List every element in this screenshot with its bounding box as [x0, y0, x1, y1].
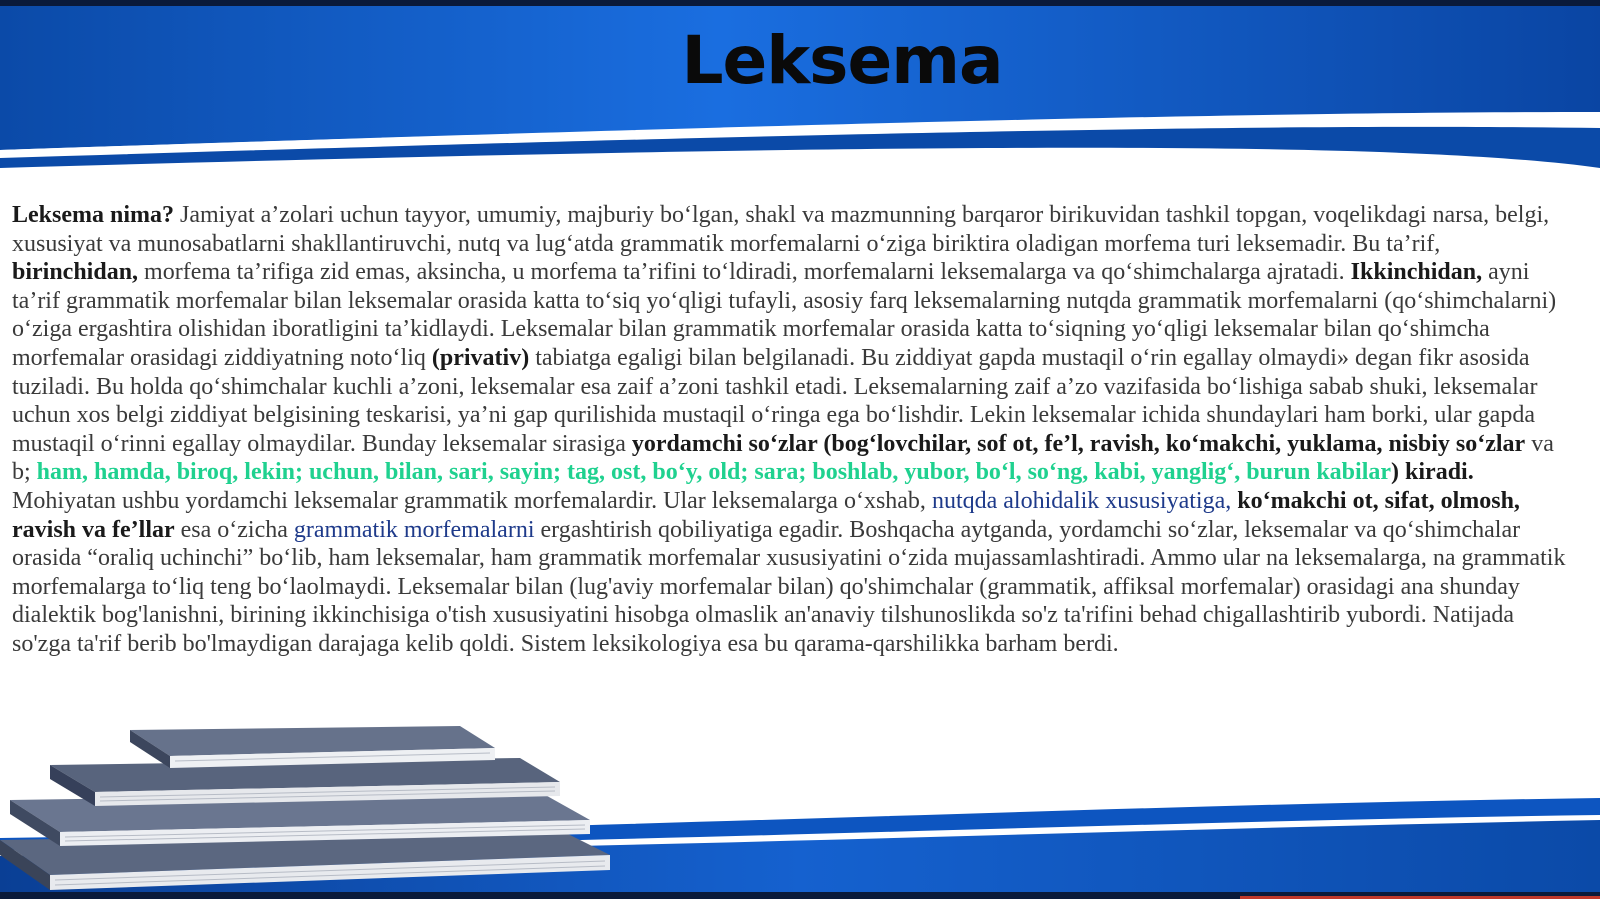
books-stack-illustration: [0, 720, 620, 899]
text-run-normal: va b;: [12, 430, 1554, 486]
text-run-bold: ) kiradi.: [1391, 459, 1474, 486]
text-run-green: ham, hamda, biroq, lekin; uchun, bilan, sari, sayin; tag, ost, bo‘y, old; sara; boshlab, yubor, bo‘l, so‘ng, kabi, yanglig‘, burun kabilar: [36, 459, 1392, 486]
text-run-normal: ayni ta’rif grammatik morfemalar bilan leksemalar orasida katta to‘siq yo‘qligi tufayli, asosiy farq leksemalarning nutqda grammatik morfemalarni (qo‘shimchalarni) o‘ziga ergashtira olishidan iboratligini ta’kidlaydi. Leksemalar bilan grammatik morfemalar orasida katta to‘siqning yo‘qligi leksemalar bilan qo‘shimcha morfemalar orasidagi ziddiyatning noto‘liq: [12, 259, 1557, 371]
text-run-blue: nutqda alohidalik xususiyatiga,: [931, 487, 1232, 514]
text-run-bold: yordamchi so‘zlar (bog‘lovchilar, sof ot, fe’l, ravish, ko‘makchi, yuklama, nisbiy so‘zlar: [631, 430, 1526, 457]
slide-title: Leksema: [681, 22, 1003, 99]
text-run-normal: esa o‘zicha: [174, 516, 294, 543]
text-run-blue: grammatik morfemalarni: [293, 516, 535, 543]
text-run-bold: Ikkinchidan,: [1350, 259, 1483, 286]
text-run-bold: Leksema nima?: [12, 202, 174, 228]
text-run-normal: ergashtirish qobiliyatiga egadir. Boshqacha aytganda, yordamchi so‘zlar, leksemalar va qo‘shimchalar orasida “oraliq uchinchi” bo‘lib, ham leksemalar, ham grammatik morfemalar xususiyatini o‘zida mujassamlashtiradi. Ammo ular na leksemalarga, na grammatik morfemalarga to‘liq teng bo‘laolmaydi. Leksemalar bilan (lug'aviy morfemalar bilan) qo'shimchalar (grammatik, affiksal morfemalar) orasidagi ana shunday dialektik bog'lanishni, birining ikkinchisiga o'tish xususiyatini hisobga olmaslik an'anaviy tilshunoslikda so'z ta'rifini behad chigallashtirib yubordi. Natijada so'zga ta'rif berib bo'lmaydigan darajaga kelib qoldi. Sistem leksikologiya esa bu qarama-qarshilikka barham berdi.: [12, 516, 1566, 657]
body-paragraph: [12, 201, 1572, 659]
text-run-normal: morfema ta’rifiga zid emas, aksincha, u morfema ta’rifini to‘ldiradi, morfemalarni leksemalarga va qo‘shimchalarga ajratadi.: [138, 259, 1351, 286]
text-run-normal: Jamiyat a’zolari uchun tayyor, umumiy, majburiy bo‘lgan, shakl va mazmunning barqaror birikuvidan tashkil topgan, voqelikdagi narsa, belgi, xususiyat va munosabatlarni shakllantiruvchi, nutq va lug‘atda grammatik morfemalarni o‘ziga biriktira oladigan morfema turi leksemadir. Bu ta’rif,: [12, 202, 1550, 257]
text-run-normal: Mohiyatan ushbu yordamchi leksemalar grammatik morfemalardir. Ular leksemalarga o‘xshab,: [12, 487, 932, 514]
text-run-bold: ko‘makchi ot, sifat, olmosh, ravish va fe’llar: [12, 487, 1520, 543]
header-dark-edge: [0, 0, 1600, 6]
text-run-bold: birinchidan,: [12, 259, 139, 286]
text-run-bold: (privativ): [431, 344, 530, 371]
text-run-normal: tabiatga egaligi bilan belgilanadi. Bu ziddiyat gapda mustaqil o‘rin egallay olmaydi» degan fikr asosida tuziladi. Bu holda qo‘shimchalar kuchli a’zoni, leksemalar esa zaif a’zoni tashkil etadi. Leksemalarning zaif a’zo vazifasida bo‘lishiga sabab shuki, leksemalar uchun xos belgi ziddiyat belgisining teskarisi, ya’ni gap qurilishida mustaqil o‘ringa ega bo‘lishdir. Lekin leksemalar ichida shundaylari ham borki, ular gapda mustaqil o‘rinni egallay olmaydilar. Bunday leksemalar sirasiga: [12, 344, 1538, 457]
